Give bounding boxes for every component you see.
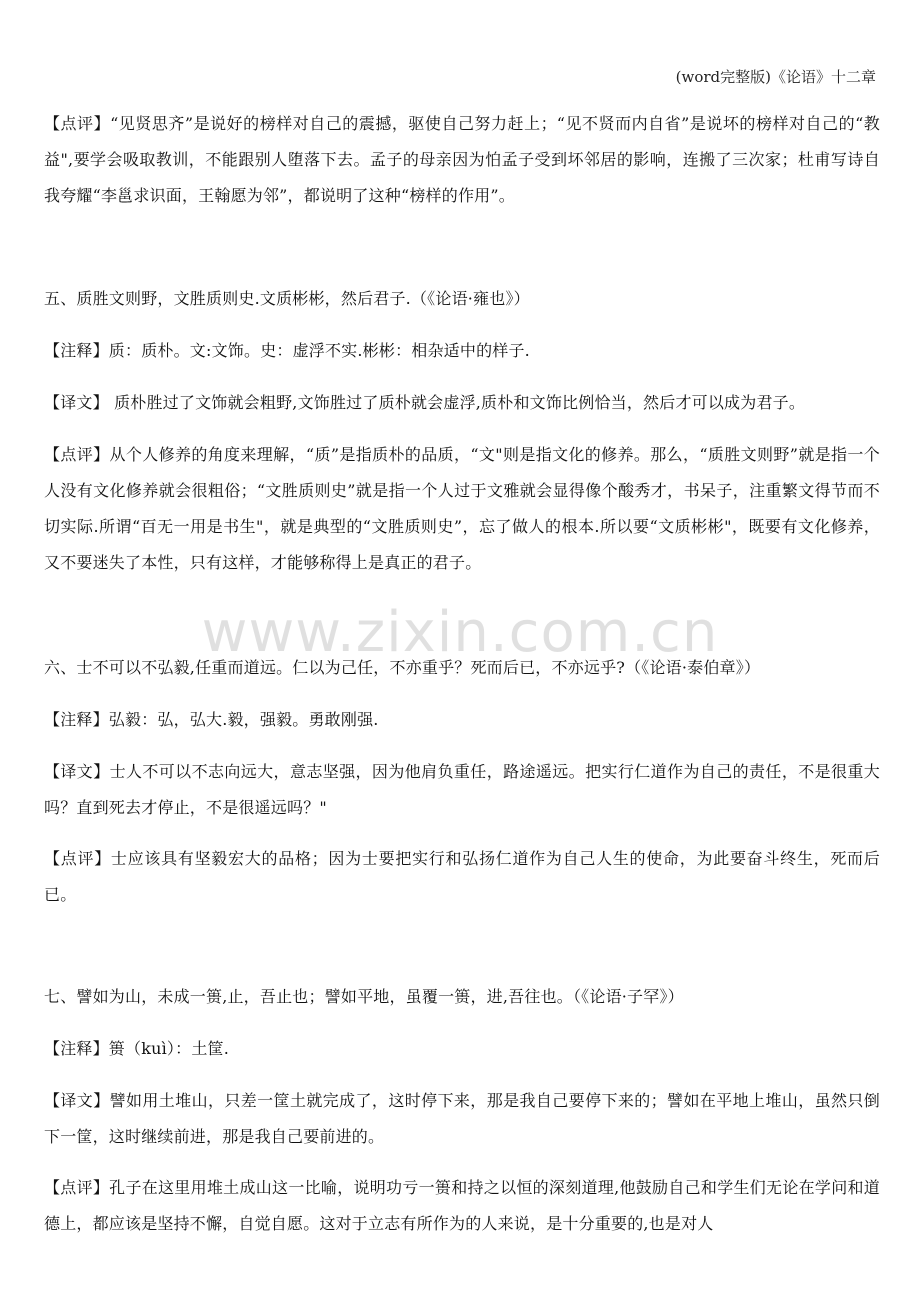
section-7-comment: 【点评】孔子在这里用堆土成山这一比喻，说明功亏一篑和持之以恒的深刻道理,他鼓励自己和学生们无论在学问和道德上，都应该是坚持不懈，自觉自愿。这对于立志有所作为的人来说，是十分重要的,也是对人: [44, 1178, 880, 1233]
section-6-title: 六、士不可以不弘毅,任重而道远。仁以为己任，不亦重乎？死而后已，不亦远乎?（《论语·泰伯章》）: [44, 658, 761, 677]
section-5-comment: 【点评】从个人修养的角度来理解，“质”是指质朴的品质，“文"则是指文化的修养。那么，“质胜文则野”就是指一个人没有文化修养就会很粗俗；“文胜质则史”就是指一个人过于文雅就会显得像个酸秀才，书呆子，注重繁文得节而不切实际.所谓“百无一用是书生"，就是典型的“文胜质则史”，忘了做人的根本.所以要“文质彬彬"，既要有文化修养，又不要迷失了本性，只有这样，才能够称得上是真正的君子。: [44, 445, 880, 572]
page-header: (word完整版)《论语》十二章: [675, 68, 876, 86]
watermark: www.zixin.com.cn: [201, 600, 719, 665]
section-7-annotation: 【注释】篑（kuì）：土筐.: [44, 1039, 230, 1058]
section-5-annotation: 【注释】质：质朴。文:文饰。史：虚浮不实.彬彬：相杂适中的样子.: [44, 341, 530, 360]
section-5-translation: 【译文】 质朴胜过了文饰就会粗野,文饰胜过了质朴就会虚浮,质朴和文饰比例恰当，然后才可以成为君子。: [44, 393, 806, 412]
section-6-comment: 【点评】士应该具有坚毅宏大的品格；因为士要把实行和弘扬仁道作为自己人生的使命，为此要奋斗终生，死而后已。: [44, 849, 880, 904]
comment-paragraph-4: 【点评】“见贤思齐”是说好的榜样对自己的震撼，驱使自己努力赶上；“见不贤而内自省”是说坏的榜样对自己的“教益",要学会吸取教训，不能跟别人堕落下去。孟子的母亲因为怕孟子受到坏邻居的影响，连搬了三次家；杜甫写诗自我夸耀“李邕求识面，王翰愿为邻”，都说明了这种“榜样的作用”。: [44, 114, 880, 205]
section-6-translation: 【译文】士人不可以不志向远大，意志坚强，因为他肩负重任，路途遥远。把实行仁道作为自己的责任，不是很重大吗？直到死去才停止，不是很遥远吗？": [44, 762, 880, 817]
section-7-translation: 【译文】譬如用土堆山，只差一筐土就完成了，这时停下来，那是我自己要停下来的；譬如在平地上堆山，虽然只倒下一筐，这时继续前进，那是我自己要前进的。: [44, 1091, 880, 1146]
section-7-title: 七、譬如为山，未成一篑,止，吾止也；譬如平地，虽覆一篑，进,吾往也。（《论语·子罕》）: [44, 987, 684, 1006]
section-5-title: 五、质胜文则野，文胜质则史.文质彬彬，然后君子.（《论语·雍也》）: [44, 289, 530, 308]
section-6-annotation: 【注释】弘毅：弘，弘大.毅，强毅。勇敢刚强.: [44, 710, 379, 729]
